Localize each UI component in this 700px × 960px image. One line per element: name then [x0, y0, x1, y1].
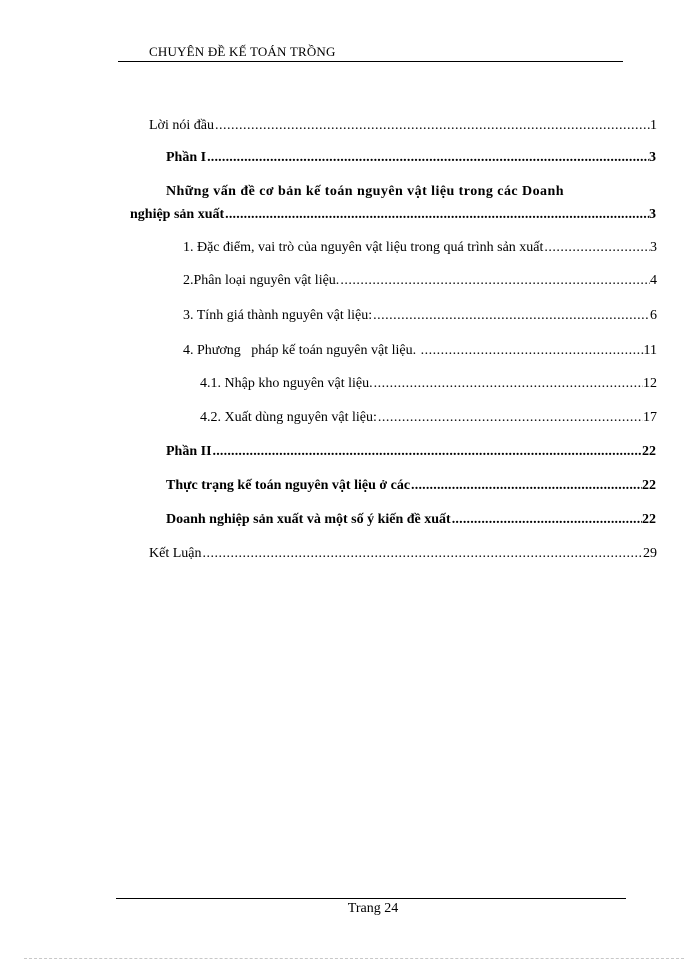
dot-leader	[201, 545, 643, 563]
toc-entry-page: 1	[650, 118, 657, 133]
toc-entry-label: Doanh nghiệp sản xuất và một số ý kiến đề xuất	[166, 512, 451, 527]
dot-leader	[224, 203, 649, 226]
toc-entry-page: 4	[650, 273, 657, 288]
toc-entry-4-1-nhap-kho[interactable]	[200, 375, 657, 393]
toc-entry-page: 12	[643, 376, 657, 391]
toc-entry-label: Phần II	[166, 444, 212, 459]
dot-leader	[214, 117, 650, 135]
toc-entry-thuc-trang[interactable]	[166, 477, 656, 495]
toc-entry-page: 17	[643, 410, 657, 425]
toc-entry-label: 4. Phương pháp kế toán nguyên vật liệu.	[183, 343, 420, 358]
dot-leader	[206, 149, 649, 167]
toc-entry-label-line1: Những vấn đề cơ bản kế toán nguyên vật liệu trong các Doanh	[166, 184, 564, 199]
toc-entry-4-phuong-phap[interactable]	[183, 342, 657, 360]
toc-entry-page: 6	[650, 308, 657, 323]
toc-entry-label: Lời nói đầu	[149, 118, 214, 133]
toc-entry-2-phan-loai[interactable]	[183, 272, 657, 290]
dot-leader	[373, 375, 643, 393]
toc-entry-label-line2: nghiệp sản xuất	[130, 207, 225, 222]
toc-entry-1-dac-diem[interactable]	[183, 239, 657, 257]
toc-entry-page: 3	[650, 240, 657, 255]
toc-entry-label: Kết Luận	[149, 546, 202, 561]
toc-entry-label: 1. Đặc điểm, vai trò của nguyên vật liệu trong quá trình sản xuất	[183, 240, 544, 255]
toc-entry-label: 4.2. Xuất dùng nguyên vật liệu:	[200, 410, 377, 425]
toc-entry-ket-luan[interactable]	[149, 545, 657, 563]
page-number-footer: Trang 24	[347, 901, 399, 916]
toc-entry-doanh-nghiep[interactable]	[166, 511, 656, 529]
footer-rule	[116, 898, 626, 899]
toc-entry-label: 2.Phân loại nguyên vật liệu.	[183, 273, 340, 288]
toc-entry-label: Phần I	[166, 150, 207, 165]
dot-leader	[543, 239, 650, 257]
dot-leader	[410, 477, 642, 495]
page-edge-divider	[24, 958, 684, 959]
dot-leader	[377, 409, 643, 427]
toc-entry-nhung-van-de[interactable]	[130, 180, 656, 226]
toc-entry-page: 22	[642, 478, 656, 493]
dot-leader	[420, 342, 644, 360]
toc-entry-page: 22	[642, 444, 656, 459]
toc-entry-page: 22	[642, 512, 656, 527]
toc-entry-page: 29	[643, 546, 657, 561]
running-header-title: CHUYÊN ĐỀ KẾ TOÁN TRỒNG	[149, 44, 336, 59]
toc-entry-loi-noi-dau[interactable]	[149, 117, 657, 135]
toc-entry-phan-2[interactable]	[166, 443, 656, 461]
toc-entry-page: 3	[649, 207, 656, 222]
dot-leader	[451, 511, 642, 529]
dot-leader	[339, 272, 650, 290]
toc-entry-label: 3. Tính giá thành nguyên vật liệu:	[183, 308, 373, 323]
dot-leader	[212, 443, 642, 461]
toc-entry-phan-1[interactable]	[166, 149, 656, 167]
toc-entry-label: Thực trạng kế toán nguyên vật liệu ở các	[166, 478, 411, 493]
toc-entry-3-tinh-gia[interactable]	[183, 307, 657, 325]
dot-leader	[372, 307, 650, 325]
toc-entry-page: 11	[643, 343, 657, 358]
toc-entry-label: 4.1. Nhập kho nguyên vật liệu.	[200, 376, 373, 391]
toc-entry-4-2-xuat-dung[interactable]	[200, 409, 657, 427]
toc-entry-page: 3	[649, 150, 656, 165]
